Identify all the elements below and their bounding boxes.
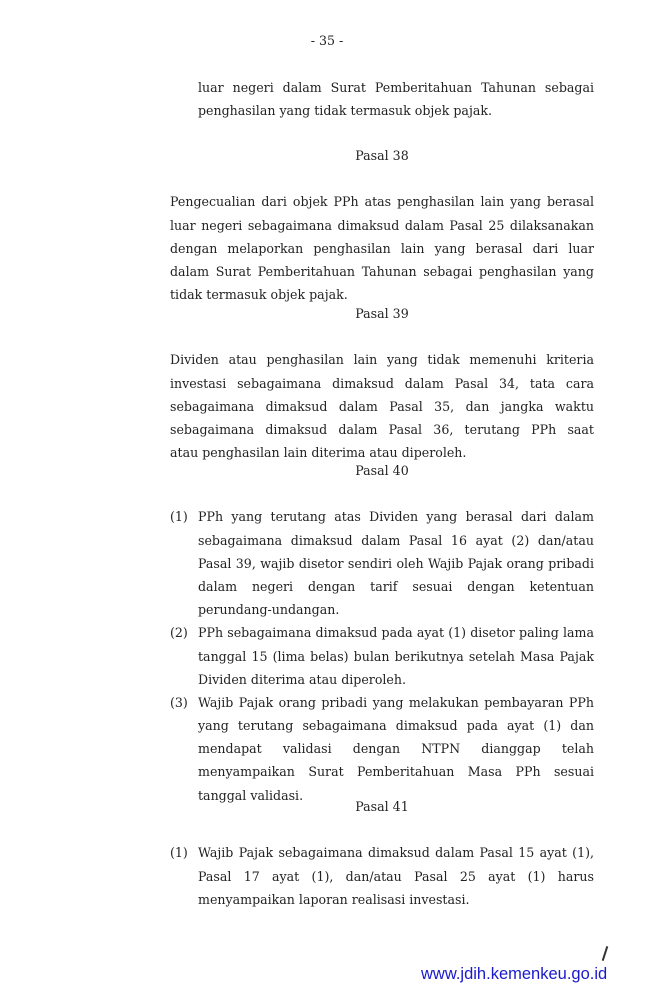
spacer xyxy=(170,325,594,348)
text-line: menyampaikan laporan realisasi investasi. xyxy=(198,891,470,907)
text-line: investasi sebagaimana dimaksud dalam Pasal 34, tata cara xyxy=(170,375,594,391)
text-line: Wajib Pajak sebagaimana dimaksud dalam Pasal 15 ayat (1), xyxy=(198,845,594,861)
text-line: sebagaimana dimaksud dalam Pasal 16 ayat (2) dan/atau xyxy=(198,532,594,548)
section-pasal-41 xyxy=(170,795,594,911)
numbered-clause xyxy=(170,505,594,621)
spacer xyxy=(170,482,594,505)
clause-number: (2) xyxy=(170,625,188,641)
text-line: tanggal validasi. xyxy=(198,787,304,803)
text-line: sebagaimana dimaksud dalam Pasal 36, terutang PPh saat xyxy=(170,421,594,437)
spacer xyxy=(170,818,594,841)
text-line: dalam Surat Pemberitahuan Tahunan sebagai penghasilan yang xyxy=(170,263,594,279)
section-pasal-40 xyxy=(170,459,594,807)
clause-number: (1) xyxy=(170,845,188,861)
text-line: PPh sebagaimana dimaksud pada ayat (1) disetor paling lama xyxy=(198,625,594,641)
initial-mark xyxy=(602,946,609,961)
section-heading: Pasal 39 xyxy=(355,306,409,321)
text-line: yang terutang sebagaimana dimaksud pada ayat (1) dan xyxy=(198,718,594,734)
text-line: perundang-undangan. xyxy=(198,602,340,618)
section-pasal-38 xyxy=(170,144,594,306)
continued-paragraph xyxy=(170,76,594,122)
section-pasal-39 xyxy=(170,302,594,464)
numbered-clause xyxy=(170,841,594,911)
text-line: tanggal 15 (lima belas) bulan berikutnya setelah Masa Pajak xyxy=(198,648,594,664)
text-line: Dividen atau penghasilan lain yang tidak memenuhi kriteria xyxy=(170,352,594,368)
text-line: penghasilan yang tidak termasuk objek pajak. xyxy=(198,103,492,119)
text-line: Pasal 17 ayat (1), dan/atau Pasal 25 ayat (1) harus xyxy=(198,868,594,884)
text-line: atau penghasilan lain diterima atau diperoleh. xyxy=(170,445,467,461)
section-heading: Pasal 38 xyxy=(355,148,409,163)
text-line: mendapat validasi dengan NTPN dianggap telah xyxy=(198,741,594,757)
section-heading: Pasal 41 xyxy=(355,799,409,814)
numbered-clause xyxy=(170,621,594,691)
text-line: luar negeri dalam Surat Pemberitahuan Tahunan sebagai xyxy=(198,80,594,95)
text-line: menyampaikan Surat Pemberitahuan Masa PPh sesuai xyxy=(198,764,594,780)
spacer xyxy=(170,167,594,190)
text-line: tidak termasuk objek pajak. xyxy=(170,287,348,303)
numbered-clause xyxy=(170,691,594,807)
text-line: Pengecualian dari objek PPh atas penghasilan lain yang berasal xyxy=(170,194,594,210)
footer-url-link[interactable]: www.jdih.kemenkeu.go.id xyxy=(421,965,608,983)
text-line: Pasal 39, wajib disetor sendiri oleh Wajib Pajak orang pribadi xyxy=(198,555,594,571)
text-line: Wajib Pajak orang pribadi yang melakukan pembayaran PPh xyxy=(198,694,594,710)
clause-number: (1) xyxy=(170,509,188,525)
text-line: Dividen diterima atau diperoleh. xyxy=(198,671,406,687)
text-line: sebagaimana dimaksud dalam Pasal 35, dan jangka waktu xyxy=(170,398,594,414)
text-line: dalam negeri dengan tarif sesuai dengan ketentuan xyxy=(198,578,594,594)
clause-number: (3) xyxy=(170,694,188,710)
text-line: luar negeri sebagaimana dimaksud dalam Pasal 25 dilaksanakan xyxy=(170,217,594,233)
text-line: dengan melaporkan penghasilan lain yang berasal dari luar xyxy=(170,240,594,256)
text-line: PPh yang terutang atas Dividen yang berasal dari dalam xyxy=(198,509,594,525)
section-heading: Pasal 40 xyxy=(355,463,409,478)
page-number: - 35 - xyxy=(310,33,344,48)
